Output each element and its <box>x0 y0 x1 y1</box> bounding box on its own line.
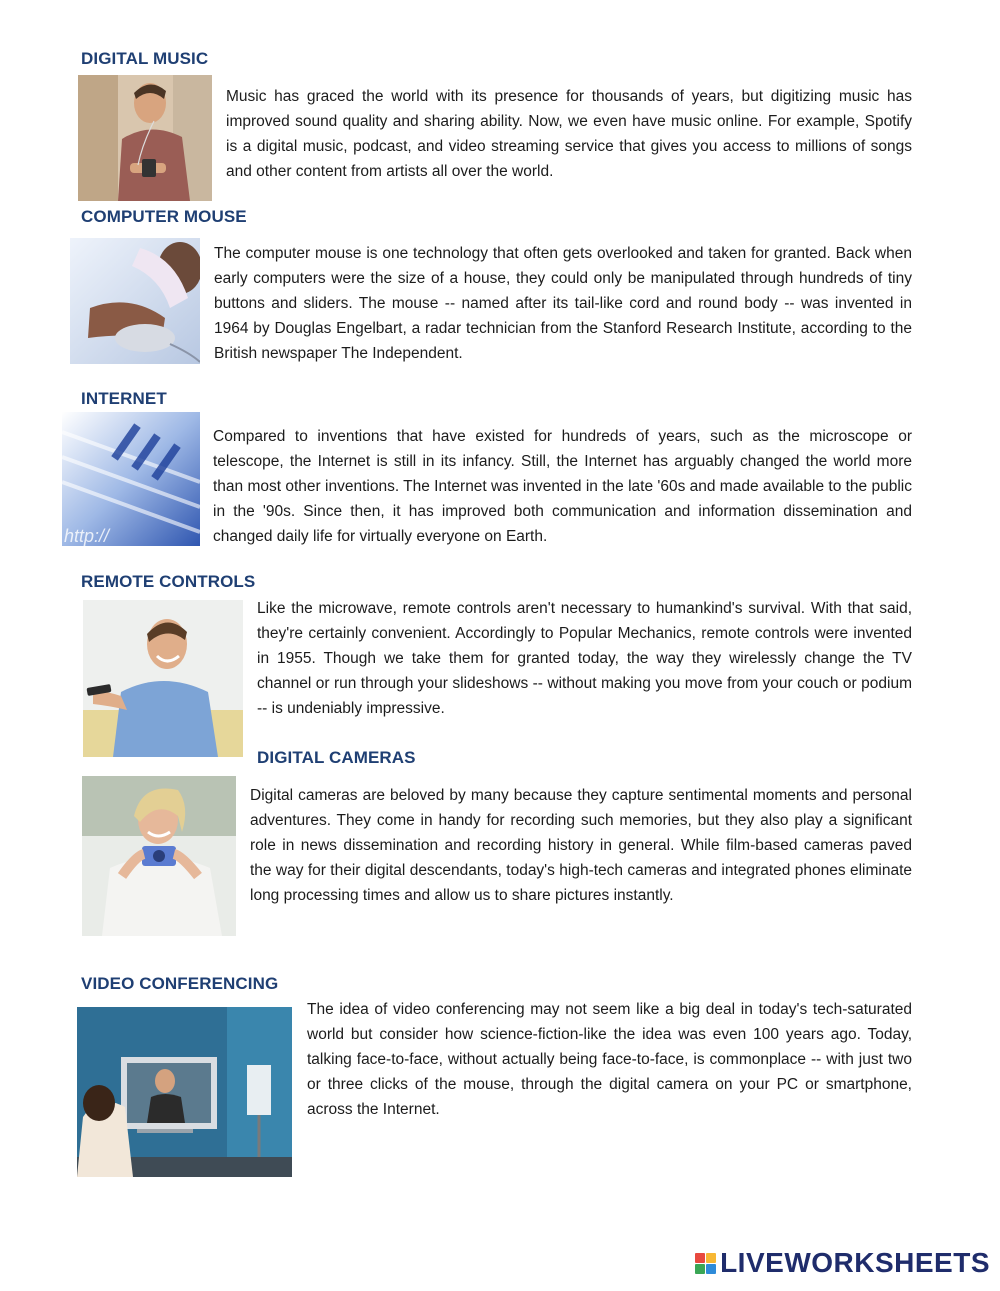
brand-name: LIVEWORKSHEETS <box>720 1247 990 1278</box>
section-title-internet: INTERNET <box>81 389 167 408</box>
section-text-digital-music: Music has graced the world with its presence for thousands of years, but digitizing music has improved sound quality and sharing ability. Now, we even have music online. For example, Spotify is a digital music, podcast, and video streaming service that gives you access to millions of songs and other content from artists all over the world. <box>226 88 912 180</box>
logo-blocks-icon <box>695 1253 716 1274</box>
video-conferencing-photo <box>77 1007 292 1177</box>
section-title-remote-controls: REMOTE CONTROLS <box>81 572 256 591</box>
remote-controls-photo <box>83 600 243 757</box>
computer-mouse-photo <box>70 238 200 364</box>
section-text-video-conferencing: The idea of video conferencing may not seem like a big deal in today's tech-saturated world but consider how science-fiction-like the idea was even 100 years ago. Today, talking face-to-face, without actually being face-to-face, is commonplace -- with just two or three clicks of the mouse, through the digital camera on your PC or smartphone, across the Internet. <box>307 1001 912 1118</box>
section-text-internet: Compared to inventions that have existed for hundreds of years, such as the microscope or telescope, the Internet is still in its infancy. Still, the Internet has arguably changed the world more than most other inventions. The Internet was invented in the late '60s and made available to the public in the '90s. Since then, it has improved both communication and information dissemination and changed daily life for virtually everyone on Earth. <box>213 428 912 545</box>
liveworksheets-logo <box>695 1247 990 1279</box>
section-title-digital-cameras: DIGITAL CAMERAS <box>257 748 416 767</box>
section-title-video-conferencing: VIDEO CONFERENCING <box>81 974 279 993</box>
digital-music-photo <box>78 75 212 201</box>
digital-cameras-photo <box>82 776 236 936</box>
section-title-digital-music: DIGITAL MUSIC <box>81 49 209 68</box>
internet-photo <box>62 412 200 546</box>
section-text-digital-cameras: Digital cameras are beloved by many because they capture sentimental moments and personal adventures. They come in handy for recording such memories, but they also play a significant role in news dissemination and recording history in general. While film-based cameras paved the way for their digital descendants, today's high-tech cameras and integrated phones eliminate long processing times and allow us to share pictures instantly. <box>250 787 912 904</box>
section-text-computer-mouse: The computer mouse is one technology that often gets overlooked and taken for granted. Back when early computers were the size of a house, they could only be manipulated through hundreds of tiny buttons and sliders. The mouse -- named after its tail-like cord and round body -- was invented in 1964 by Douglas Engelbart, a radar technician from the Stanford Research Institute, according to the British newspaper The Independent. <box>214 245 912 362</box>
internet-photo-caption: http:// <box>64 526 110 546</box>
section-text-remote-controls: Like the microwave, remote controls aren't necessary to humankind's survival. With that said, they're certainly convenient. Accordingly to Popular Mechanics, remote controls were invented in 1955. Though we take them for granted today, the way they wirelessly change the TV channel or run through your slideshows -- without making you move from your couch or podium -- is undeniably impressive. <box>257 600 912 717</box>
section-title-computer-mouse: COMPUTER MOUSE <box>81 207 247 226</box>
